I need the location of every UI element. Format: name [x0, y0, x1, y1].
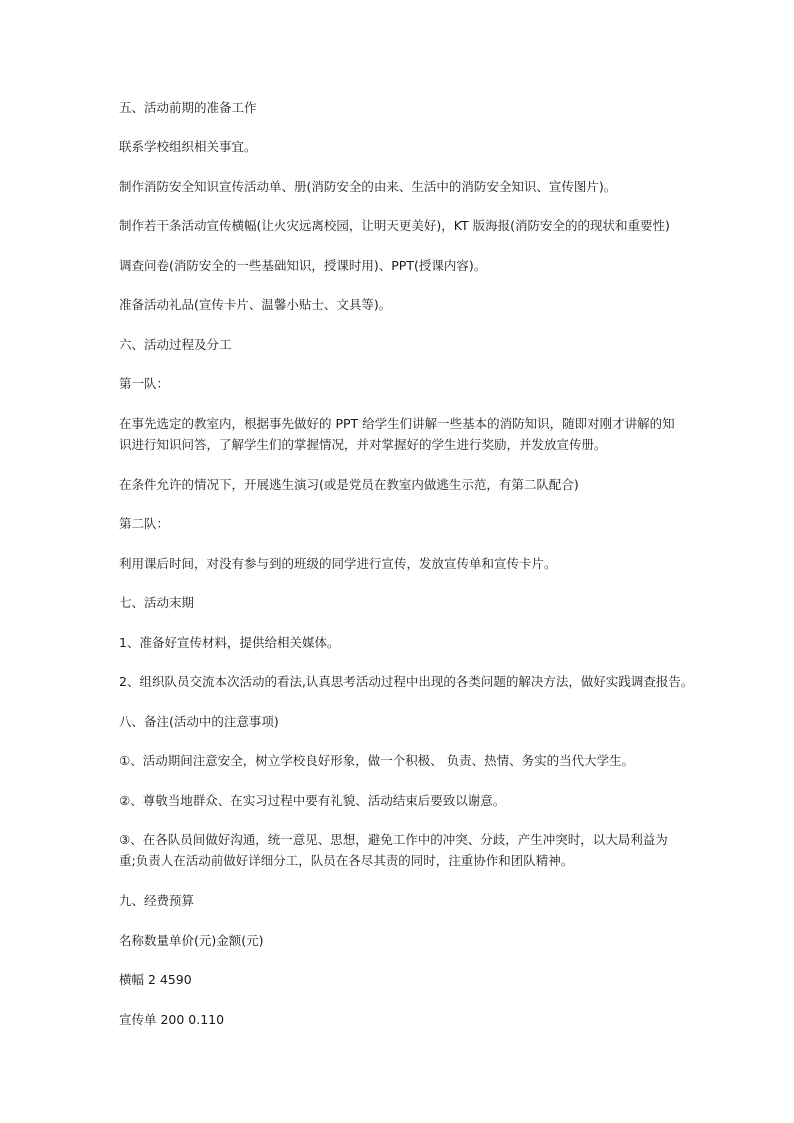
- list-item: 2、组织队员交流本次活动的看法,认真思考活动过程中出现的各类问题的解决方法，做好实践调查报告。: [119, 674, 694, 689]
- section-heading-notes: 八、备注(活动中的注意事项): [119, 714, 279, 729]
- list-item: ③、在各队员间做好沟通，统一意见、思想，避免工作中的冲突、分歧，产生冲突时，以大局利益为重;负责人在活动前做好详细分工，队员在各尽其责的同时，注重协作和团队精神。: [119, 832, 668, 868]
- paragraph: 在事先选定的教室内，根据事先做好的 PPT 给学生们讲解一些基本的消防知识，随即对刚才讲解的知识进行知识问答，了解学生们的掌握情况，并对掌握好的学生进行奖励，并发放宣传册。: [119, 416, 675, 452]
- section-heading-preparation: 五、活动前期的准备工作: [119, 100, 257, 115]
- list-item: ②、尊敬当地群众、在实习过程中要有礼貌、活动结束后要致以谢意。: [119, 793, 506, 808]
- team-one-heading: 第一队：: [119, 376, 170, 391]
- paragraph: 制作若干条活动宣传横幅(让火灾远离校园，让明天更美好)，KT 版海报(消防安全的的现状和重要性): [119, 218, 670, 233]
- budget-row: 横幅 2 4590: [119, 972, 192, 987]
- paragraph: 联系学校组织相关事宜。: [119, 139, 257, 154]
- section-heading-process: 六、活动过程及分工: [119, 337, 232, 352]
- list-item: 1、准备好宣传材料，提供给相关媒体。: [119, 635, 340, 650]
- budget-row: 宣传单 200 0.110: [119, 1012, 225, 1027]
- paragraph: 准备活动礼品(宣传卡片、温馨小贴士、文具等)。: [119, 297, 392, 312]
- paragraph: 调查问卷(消防安全的一些基础知识，授课时用)、PPT(授课内容)。: [119, 258, 487, 273]
- section-heading-final-stage: 七、活动末期: [119, 595, 195, 610]
- team-two-heading: 第二队：: [119, 516, 170, 531]
- paragraph: 制作消防安全知识宣传活动单、册(消防安全的由来、生活中的消防安全知识、宣传图片)。: [119, 179, 617, 194]
- list-item: ①、活动期间注意安全，树立学校良好形象，做一个积极、 负责、热情、务实的当代大学生。: [119, 753, 635, 768]
- section-heading-budget: 九、经费预算: [119, 893, 195, 908]
- budget-header-row: 名称数量单价(元)金额(元): [119, 933, 264, 948]
- paragraph: 利用课后时间，对没有参与到的班级的同学进行宣传，发放宣传单和宣传卡片。: [119, 556, 557, 571]
- paragraph: 在条件允许的情况下，开展逃生演习(或是党员在教室内做逃生示范，有第二队配合): [119, 477, 579, 492]
